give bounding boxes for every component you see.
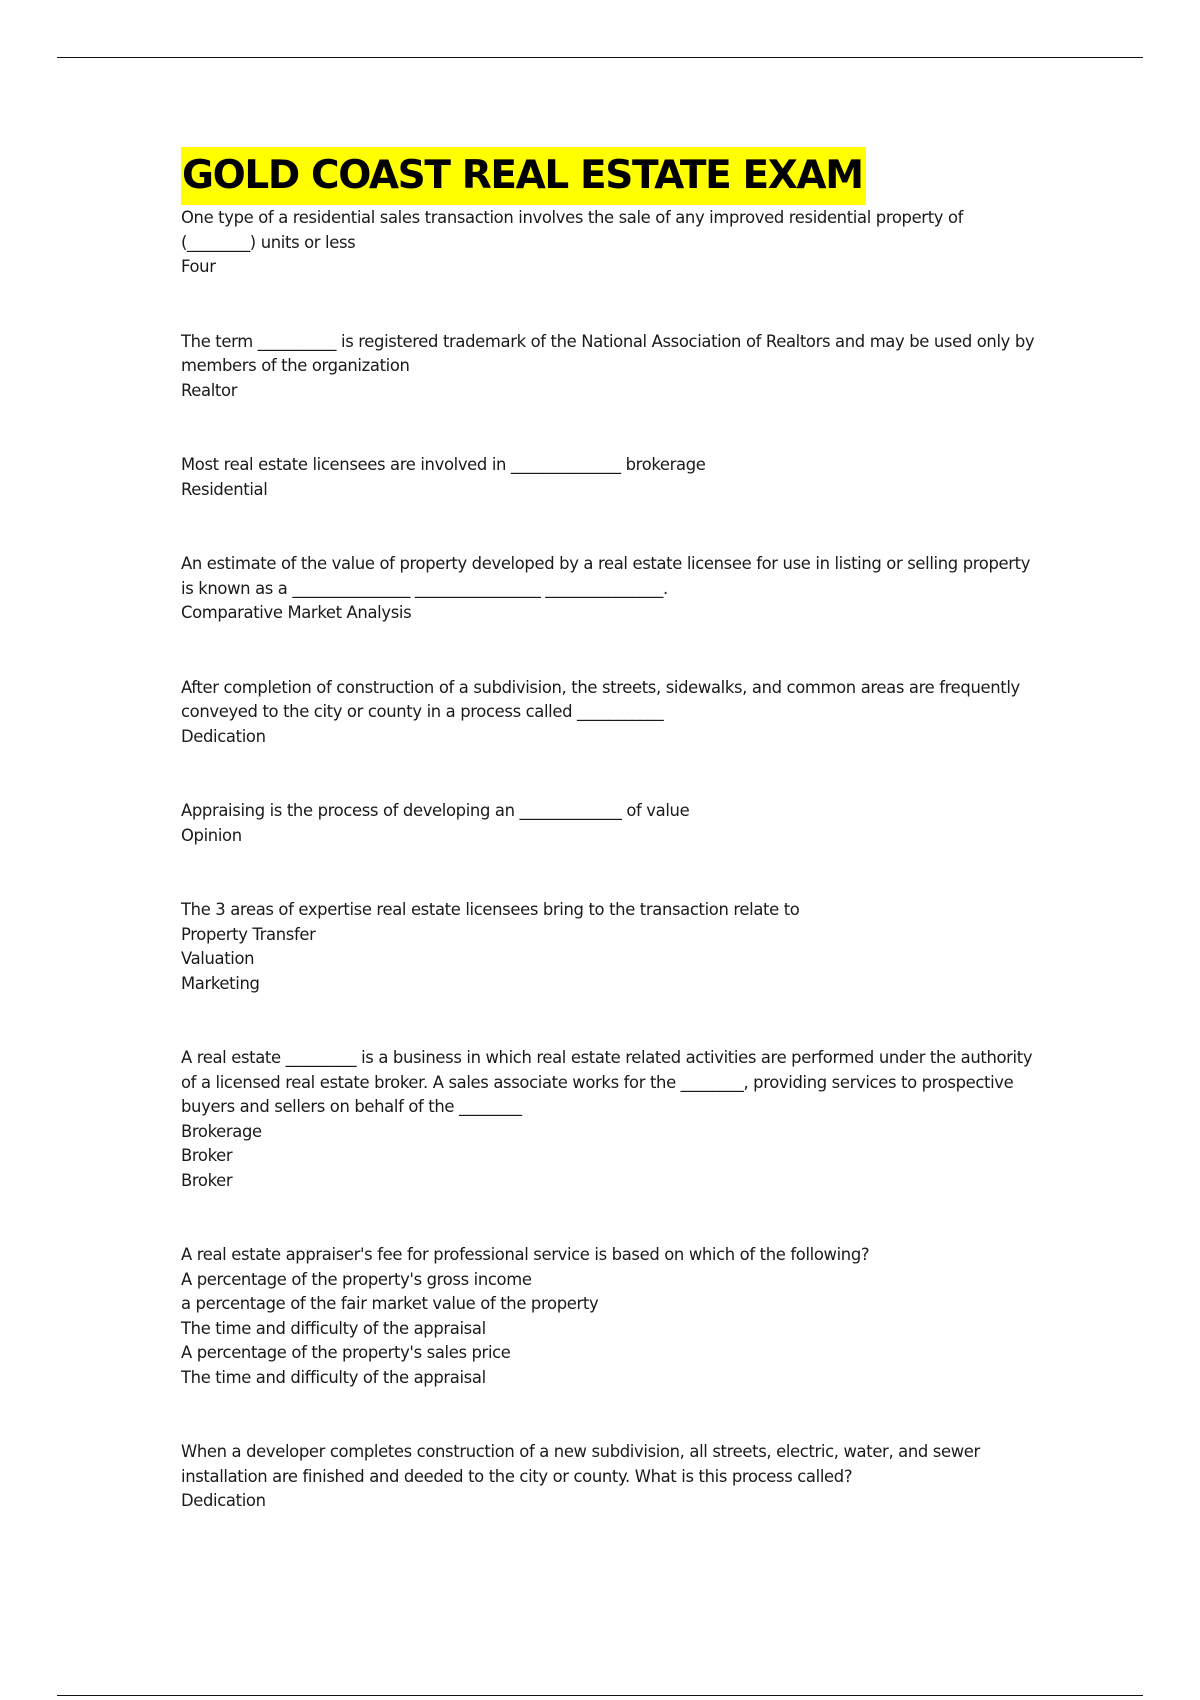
answer-text: Marketing	[181, 973, 260, 993]
spacer	[181, 626, 1041, 676]
answer-text: The time and difficulty of the appraisal	[181, 1367, 486, 1387]
question-text: One type of a residential sales transaction involves the sale of any improved residential property of (________) units or less	[181, 208, 964, 252]
answer-text: Residential	[181, 479, 268, 499]
answer-text: Opinion	[181, 825, 242, 845]
question-text: Appraising is the process of developing an _____________ of value	[181, 801, 690, 820]
question-text: Most real estate licensees are involved in ______________ brokerage	[181, 455, 706, 474]
question-block-7	[181, 898, 1041, 996]
question-text: A real estate appraiser's fee for professional service is based on which of the following?	[181, 1245, 870, 1264]
question-text: When a developer completes construction of a new subdivision, all streets, electric, water, and sewer installation are finished and deeded to the city or county. What is this process called?	[181, 1442, 980, 1486]
answer-text: Dedication	[181, 726, 266, 746]
top-rule	[57, 57, 1143, 58]
answer-text: Four	[181, 257, 216, 276]
question-text: An estimate of the value of property developed by a real estate licensee for use in listing or selling property is known as a _______________ ________________ _______________.	[181, 554, 1031, 598]
question-block-1	[181, 206, 1041, 280]
spacer	[181, 502, 1041, 552]
question-block-3	[181, 453, 1041, 502]
question-text: A real estate _________ is a business in which real estate related activities are performed under the authority of a licensed real estate broker. A sales associate works for the ________, providing services to prospective buyers and sellers on behalf of the ________	[181, 1048, 1033, 1116]
question-block-5	[181, 676, 1041, 750]
page-title: GOLD COAST REAL ESTATE EXAM	[181, 147, 866, 205]
answer-text: Valuation	[181, 949, 255, 968]
answer-text: Property Transfer	[181, 924, 316, 944]
spacer	[181, 280, 1041, 330]
spacer	[181, 1390, 1041, 1440]
question-block-2	[181, 330, 1041, 404]
question-text: The term __________ is registered trademark of the National Association of Realtors and may be used only by members of the organization	[181, 331, 1035, 375]
answer-text: A percentage of the property's sales price	[181, 1343, 511, 1362]
bottom-rule	[57, 1695, 1143, 1696]
spacer	[181, 996, 1041, 1046]
question-block-4	[181, 552, 1041, 626]
answer-text: Comparative Market Analysis	[181, 603, 412, 622]
spacer	[181, 848, 1041, 898]
spacer	[181, 403, 1041, 453]
answer-text: Realtor	[181, 380, 238, 400]
answer-text: Broker	[181, 1170, 233, 1190]
spacer	[181, 1193, 1041, 1243]
question-text: After completion of construction of a subdivision, the streets, sidewalks, and common areas are frequently conveyed to the city or county in a process called ___________	[181, 677, 1020, 721]
question-block-9	[181, 1243, 1041, 1390]
answer-text: The time and difficulty of the appraisal	[181, 1318, 486, 1338]
answer-text: Brokerage	[181, 1121, 262, 1141]
spacer	[181, 749, 1041, 799]
answer-text: Broker	[181, 1146, 233, 1165]
answer-text: Dedication	[181, 1491, 266, 1510]
document-body	[181, 147, 1041, 1514]
question-text: The 3 areas of expertise real estate licensees bring to the transaction relate to	[181, 900, 800, 919]
answer-text: a percentage of the fair market value of the property	[181, 1294, 599, 1313]
question-block-6	[181, 799, 1041, 848]
answer-text: A percentage of the property's gross income	[181, 1269, 532, 1289]
question-block-8	[181, 1046, 1041, 1193]
question-block-10	[181, 1440, 1041, 1514]
